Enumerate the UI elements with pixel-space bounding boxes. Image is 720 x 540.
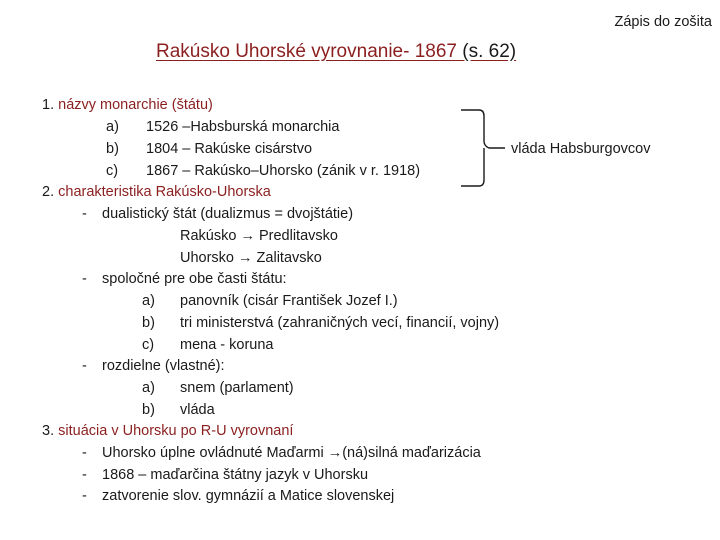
- s2-sub-rakusko: Rakúsko → Predlitavsko: [180, 228, 338, 244]
- s3-bullet-2-text: 1868 – maďarčina štátny jazyk v Uhorsku: [102, 467, 369, 483]
- s2-common-a-text: panovník (cisár František Jozef I.): [180, 293, 398, 309]
- s2-bullet-2-text: spoločné pre obe časti štátu:: [102, 271, 287, 287]
- s2-common-a-marker: a): [142, 293, 155, 309]
- s2-bullet-3-dash: -: [82, 358, 87, 374]
- s1-item-c-marker: c): [106, 163, 119, 179]
- section-2-title: charakteristika Rakúsko-Uhorska: [58, 184, 271, 200]
- s1-item-a-text: 1526 –Habsburská monarchia: [146, 119, 340, 135]
- s1-item-b-marker: b): [106, 141, 119, 157]
- s1-item-a-marker: a): [106, 119, 119, 135]
- section-1-heading: [42, 96, 213, 114]
- section-3-heading: [42, 422, 293, 440]
- s3-bullet-2-dash: -: [82, 467, 87, 483]
- curly-bracket-icon: [455, 108, 515, 188]
- s2-bullet-2-dash: -: [82, 271, 87, 287]
- s2-common-b-marker: b): [142, 315, 155, 331]
- s2-bullet-3-text: rozdielne (vlastné):: [102, 358, 225, 374]
- title-page-reference: (s. 62): [457, 41, 517, 62]
- section-1-number: 1.: [42, 97, 55, 113]
- s2-bullet-1-dash: -: [82, 206, 87, 222]
- s3-bullet-1-dash: -: [82, 445, 87, 461]
- s1-item-c-text: 1867 – Rakúsko–Uhorsko (zánik v r. 1918): [146, 163, 421, 179]
- s2-own-a-marker: a): [142, 380, 155, 396]
- section-1-title: názvy monarchie (štátu): [58, 97, 213, 113]
- corner-label: Zápis do zošita: [614, 14, 712, 30]
- bracket-label: vláda Habsburgovcov: [511, 141, 651, 157]
- s2-sub-uhorsko: Uhorsko → Zalitavsko: [180, 250, 322, 266]
- s2-common-b-text: tri ministerstvá (zahraničných vecí, financií, vojny): [180, 315, 500, 331]
- title-main: Rakúsko Uhorské vyrovnanie- 1867: [156, 41, 457, 62]
- s2-bullet-1-text: dualistický štát (dualizmus = dvojštátie): [102, 206, 354, 222]
- s2-own-a-text: snem (parlament): [180, 380, 294, 396]
- s2-common-c-marker: c): [142, 337, 155, 353]
- s2-common-c-text: mena - koruna: [180, 337, 274, 353]
- section-2-number: 2.: [42, 184, 55, 200]
- section-3-number: 3.: [42, 423, 55, 439]
- page-title: [156, 40, 516, 64]
- s3-bullet-3-text: zatvorenie slov. gymnázií a Matice slovenskej: [102, 488, 395, 504]
- s2-own-b-text: vláda: [180, 402, 215, 418]
- s2-own-b-marker: b): [142, 402, 155, 418]
- section-2-heading: [42, 183, 271, 201]
- s1-item-b-text: 1804 – Rakúske cisárstvo: [146, 141, 313, 157]
- section-3-title: situácia v Uhorsku po R-U vyrovnaní: [58, 423, 294, 439]
- s3-bullet-3-dash: -: [82, 488, 87, 504]
- s3-bullet-1-text: Uhorsko úplne ovládnuté Maďarmi →(ná)silná maďarizácia: [102, 445, 481, 461]
